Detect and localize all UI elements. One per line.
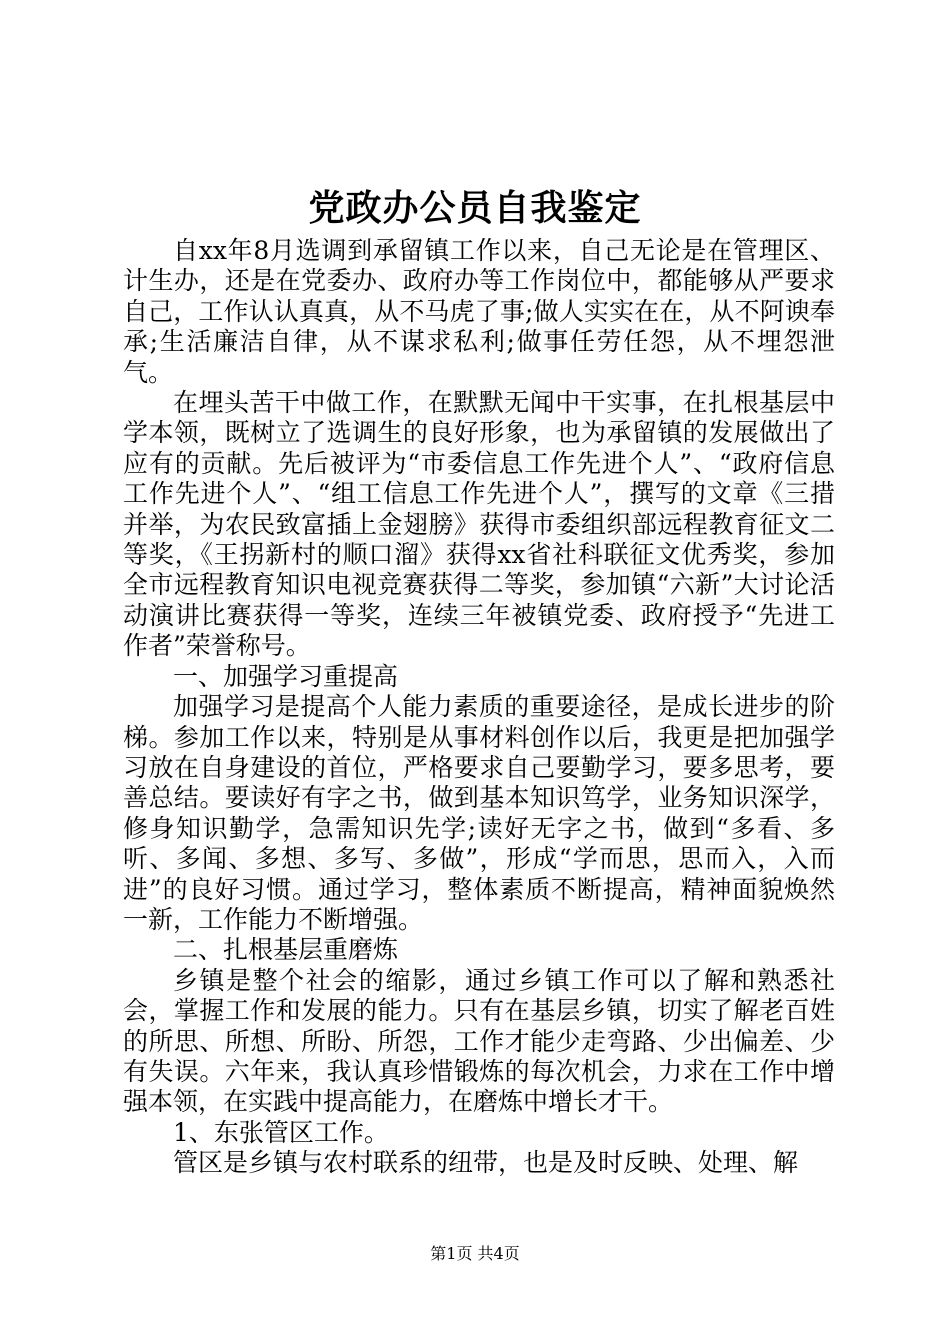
document-body [123,236,835,1179]
paragraph-achievements: 在埋头苦干中做工作，在默默无闻中干实事，在扎根基层中学本领，既树立了选调生的良好形象，也为承留镇的发展做出了应有的贡献。先后被评为“市委信息工作先进个人”、“政府信息工作先进个人”、“组工信息工作先进个人”，撰写的文章《三措并举，为农民致富插上金翅膀》获得市委组织部远程教育征文二等奖，《王拐新村的顺口溜》获得xx省社科联征文优秀奖，参加全市远程教育知识电视竞赛获得二等奖，参加镇“六新”大讨论活动演讲比赛获得一等奖，连续三年被镇党委、政府授予“先进工作者”荣誉称号。 [123,388,835,661]
paragraph-intro: 自xx年8月选调到承留镇工作以来，自己无论是在管理区、计生办，还是在党委办、政府办等工作岗位中，都能够从严要求自己，工作认认真真，从不马虎了事;做人实实在在，从不阿谀奉承;生活廉洁自律，从不谋求私利;做事任劳任怨，从不埋怨泄气。 [123,236,835,387]
paragraph-dongzhang: 管区是乡镇与农村联系的纽带，也是及时反映、处理、解 [173,1148,799,1178]
section-heading-grassroots: 二、扎根基层重磨炼 [173,935,399,965]
section-heading-study: 一、加强学习重提高 [173,661,399,691]
paragraph-grassroots: 乡镇是整个社会的缩影，通过乡镇工作可以了解和熟悉社会，掌握工作和发展的能力。只有在基层乡镇，切实了解老百姓的所思、所想、所盼、所怨，工作才能少走弯路、少出偏差、少有失误。六年来，我认真珍惜锻炼的每次机会，力求在工作中增强本领，在实践中提高能力，在磨炼中增长才干。 [123,965,835,1117]
subsection-heading-dongzhang: 1、东张管区工作。 [173,1117,389,1147]
paragraph-study: 加强学习是提高个人能力素质的重要途径，是成长进步的阶梯。参加工作以来，特别是从事材料创作以后，我更是把加强学习放在自身建设的首位，严格要求自己要勤学习，要多思考，要善总结。要读好有字之书，做到基本知识笃学，业务知识深学，修身知识勤学，急需知识先学;读好无字之书，做到“多看、多听、多闻、多想、多写、多做”，形成“学而思，思而入，入而进”的良好习惯。通过学习，整体素质不断提高，精神面貌焕然一新，工作能力不断增强。 [123,692,835,934]
document-title: 党政办公员自我鉴定 [308,187,642,229]
page-footer: 第1页 共4页 [430,1244,520,1263]
